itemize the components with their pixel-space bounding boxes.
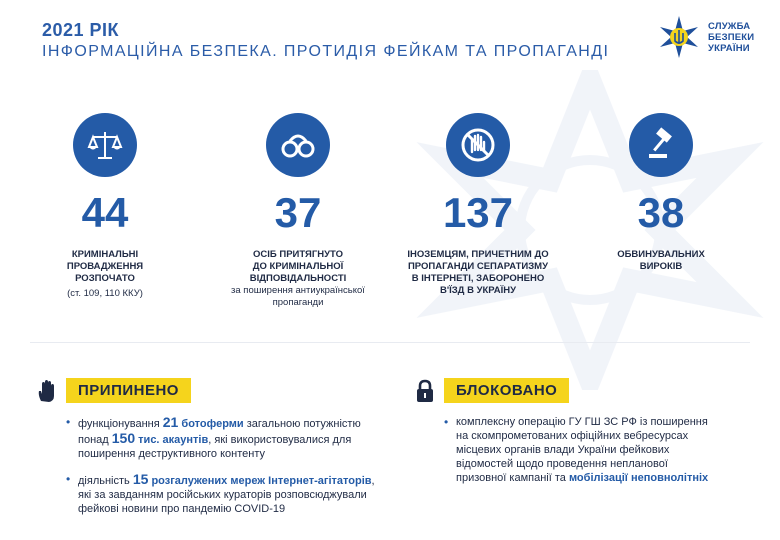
stat-number: 44	[81, 189, 129, 236]
stop-hand-icon	[446, 113, 510, 177]
stat-label: КРИМІНАЛЬНІ ПРОВАДЖЕННЯ РОЗПОЧАТО	[66, 249, 144, 284]
stopped-header	[36, 378, 406, 403]
list-item: • функціонування 21 ботоферми загальною потужністю понад 150 тис. акаунтів, які використовувалися для поширення деструктивного контенту	[66, 415, 406, 461]
section-divider	[30, 342, 750, 343]
stat-number: 38	[637, 189, 685, 236]
stat-persons-prosecuted	[208, 113, 388, 309]
hand-stop-icon	[36, 379, 58, 403]
stopped-section	[36, 378, 406, 527]
stat-label: ОБВИНУВАЛЬНИХ ВИРОКІВ	[617, 249, 705, 272]
handcuffs-icon	[266, 113, 330, 177]
sbu-star-emblem-icon	[656, 14, 702, 60]
stat-sub: за поширення антиукраїнської пропаганди	[231, 285, 365, 308]
stat-number: 137	[442, 189, 514, 236]
stat-foreigners-banned	[388, 113, 568, 297]
page-subtitle: ІНФОРМАЦІЙНА БЕЗПЕКА. ПРОТИДІЯ ФЕЙКАМ ТА ПРОПАГАНДІ	[42, 43, 610, 60]
page-header	[42, 20, 609, 61]
lock-icon	[414, 379, 436, 403]
blocked-badge: БЛОКОВАНО	[444, 378, 569, 403]
scales-icon	[73, 113, 137, 177]
sbu-logo	[656, 14, 754, 60]
list-item: • комплексну операцію ГУ ГШ ЗС РФ із поширення на скомпрометованих офіційних вебресурсах місцевих органів влади України фейкових відомостей щодо проведення непланової призовної кампанії та мобілізації неповнолітніх	[444, 415, 754, 485]
year-title: 2021 РІК	[42, 20, 120, 40]
stat-note: (ст. 109, 110 ККУ)	[67, 288, 143, 299]
stat-guilty-verdicts	[571, 113, 751, 273]
stopped-badge: ПРИПИНЕНО	[66, 378, 191, 403]
stat-label: ОСІБ ПРИТЯГНУТО ДО КРИМІНАЛЬНОЇ ВІДПОВІДАЛЬНОСТІ	[249, 249, 347, 284]
stat-criminal-proceedings	[15, 113, 195, 299]
blocked-header	[414, 378, 754, 403]
logo-text: СЛУЖБА БЕЗПЕКИ УКРАЇНИ	[708, 20, 755, 54]
blocked-list	[444, 415, 754, 485]
stat-number: 37	[274, 189, 322, 236]
gavel-icon	[629, 113, 693, 177]
blocked-section	[414, 378, 754, 496]
stat-label: ІНОЗЕМЦЯМ, ПРИЧЕТНИМ ДО ПРОПАГАНДИ СЕПАРАТИЗМУ В ІНТЕРНЕТІ, ЗАБОРОНЕНО В'ЇЗД В УКРАЇНУ	[407, 249, 549, 296]
stopped-list	[66, 415, 406, 516]
list-item: • діяльність 15 розгалужених мереж Інтернет-агітаторів, які за завданням російських кураторів розповсюджували фейкові новини про пандемію COVID-19	[66, 472, 406, 516]
